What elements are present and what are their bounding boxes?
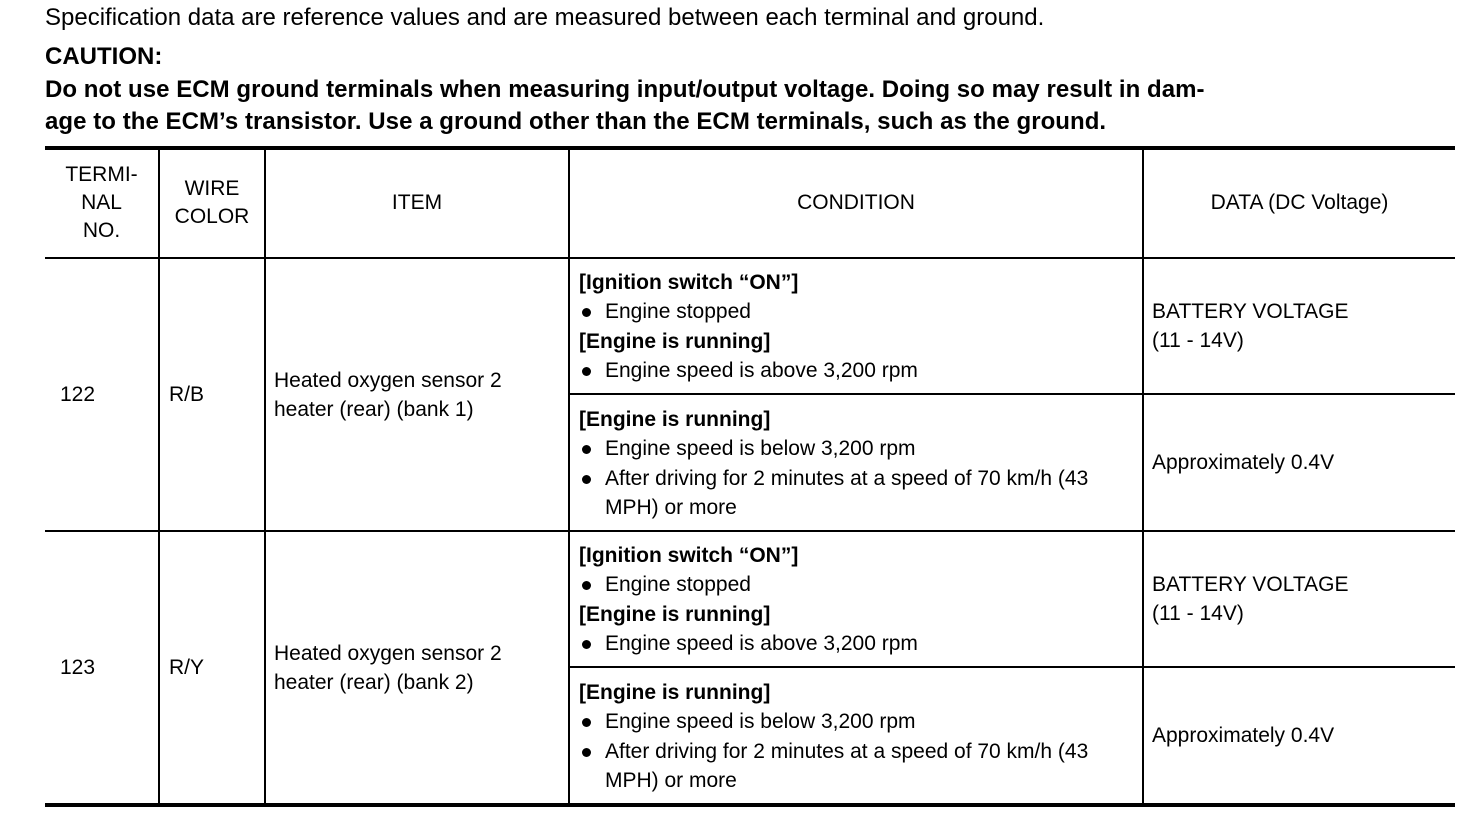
condition-block	[579, 405, 1145, 522]
table-top-rule	[45, 146, 1455, 150]
condition-bullet: Engine speed is above 3,200 rpm	[579, 356, 1145, 385]
header-item: ITEM	[391, 191, 443, 214]
item-description: Heated oxygen sensor 2 heater (rear) (bank 2)	[274, 641, 502, 694]
data-value: BATTERY VOLTAGE (11 - 14V)	[1152, 573, 1349, 625]
condition-bullet: Engine speed is below 3,200 rpm	[579, 707, 1145, 736]
header-wire-color: WIRE COLOR	[174, 177, 250, 228]
condition-block	[579, 541, 1145, 658]
condition-bullet: Engine stopped	[579, 297, 1145, 326]
condition-heading: [Engine is running]	[579, 681, 771, 704]
item-description: Heated oxygen sensor 2 heater (rear) (bank 1)	[274, 368, 502, 421]
caution-text-line-2: age to the ECM’s transistor. Use a ground other than the ECM terminals, such as the ground.	[45, 108, 1107, 135]
data-value: BATTERY VOLTAGE (11 - 14V)	[1152, 300, 1349, 352]
condition-heading: [Engine is running]	[579, 329, 771, 353]
terminal-number: 122	[60, 383, 96, 406]
condition-bullet: Engine speed is above 3,200 rpm	[579, 629, 1145, 658]
table-bottom-rule	[45, 803, 1455, 807]
header-data: DATA (DC Voltage)	[1210, 191, 1389, 214]
condition-heading: [Ignition switch “ON”]	[579, 271, 799, 294]
condition-block	[579, 268, 1145, 385]
terminal-data-table	[45, 146, 1455, 807]
header-condition: CONDITION	[797, 191, 915, 214]
condition-bullet: After driving for 2 minutes at a speed of 70 km/h (43 MPH) or more	[579, 464, 1145, 523]
condition-heading: [Engine is running]	[579, 602, 771, 626]
data-value: Approximately 0.4V	[1152, 451, 1335, 474]
terminal-number: 123	[60, 656, 96, 679]
condition-heading: [Engine is running]	[579, 408, 771, 431]
caution-title: CAUTION:	[45, 43, 163, 70]
row-divider	[45, 530, 1455, 532]
condition-block	[579, 678, 1145, 795]
header-terminal-no: TERMI- NAL NO.	[65, 163, 138, 242]
intro-text: Specification data are reference values and are measured between each terminal and ground.	[45, 4, 1045, 31]
condition-bullet: Engine speed is below 3,200 rpm	[579, 434, 1145, 463]
caution-text-line-1: Do not use ECM ground terminals when measuring input/output voltage. Doing so may result in dam-	[45, 76, 1205, 103]
header-bottom-rule	[45, 257, 1455, 259]
condition-bullet: Engine stopped	[579, 570, 1145, 599]
wire-color: R/B	[169, 383, 205, 406]
condition-heading: [Ignition switch “ON”]	[579, 544, 799, 567]
wire-color: R/Y	[169, 656, 205, 679]
data-value: Approximately 0.4V	[1152, 724, 1335, 747]
condition-bullet: After driving for 2 minutes at a speed of 70 km/h (43 MPH) or more	[579, 737, 1145, 796]
